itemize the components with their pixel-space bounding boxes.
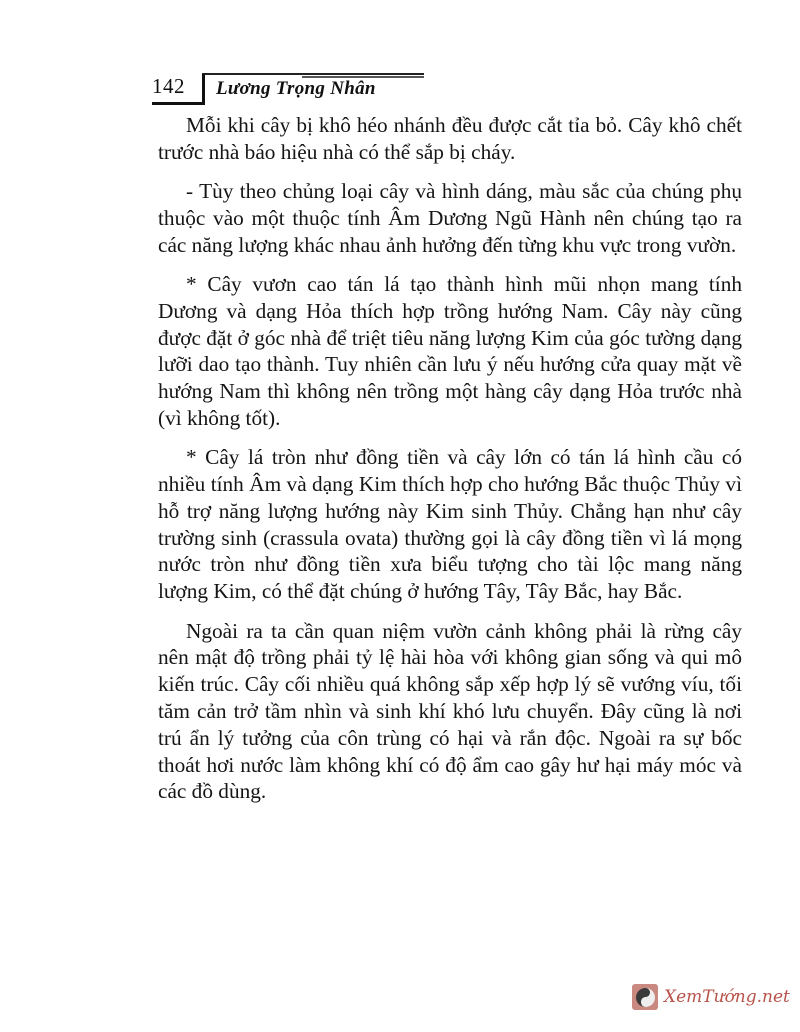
yin-yang-icon — [632, 984, 658, 1010]
page-number-underline — [152, 102, 202, 105]
watermark — [632, 980, 790, 1014]
paragraph: Mỗi khi cây bị khô héo nhánh đều được cắt tỉa bỏ. Cây khô chết trước nhà báo hiệu nhà có thể sắp bị cháy. — [158, 113, 742, 164]
page-header — [152, 64, 432, 108]
paragraph: Ngoài ra ta cần quan niệm vườn cảnh không phải là rừng cây nên mật độ trồng phải tỷ lệ hài hòa với không gian sống và qui mô kiến trúc. Cây cối nhiều quá không sắp xếp hợp lý sẽ vướng víu, tối tăm cản trở tầm nhìn và sinh khí khó lưu chuyển. Đây cũng là nơi trú ẩn lý tưởng của côn trùng có hại và rắn độc. Ngoài ra sự bốc thoát hơi nước làm không khí có độ ẩm cao gây hư hại máy móc và các đồ dùng. — [158, 618, 742, 804]
header-rule — [202, 73, 424, 75]
author-name: Lương Trọng Nhân — [216, 78, 376, 99]
body-text — [158, 112, 742, 818]
watermark-text: XemTướng.net — [664, 987, 790, 1007]
header-divider — [202, 74, 205, 105]
page-number: 142 — [152, 74, 185, 98]
paragraph: * Cây vươn cao tán lá tạo thành hình mũi nhọn mang tính Dương và dạng Hỏa thích hợp trồng hướng Nam. Cây này cũng được đặt ở góc nhà để triệt tiêu năng lượng Kim của góc tường dạng lưỡi dao tạo thành. Tuy nhiên cần lưu ý nếu hướng cửa quay mặt về hướng Nam thì không nên trồng một hàng cây dạng Hỏa trước nhà (vì không tốt). — [158, 271, 742, 430]
paragraph: * Cây lá tròn như đồng tiền và cây lớn có tán lá hình cầu có nhiều tính Âm và dạng Kim thích hợp cho hướng Bắc thuộc Thủy vì hỗ trợ năng lượng hướng này Kim sinh Thủy. Chẳng hạn như cây trường sinh (crassula ovata) thường gọi là cây đồng tiền vì lá mọng nước tròn như đồng tiền xưa biểu tượng cho tài lộc mang năng lượng Kim, có thể đặt chúng ở hướng Tây, Tây Bắc, hay Bắc. — [158, 445, 742, 604]
paragraph: - Tùy theo chủng loại cây và hình dáng, màu sắc của chúng phụ thuộc vào một thuộc tính Âm Dương Ngũ Hành nên chúng tạo ra các năng lượng khác nhau ảnh hưởng đến từng khu vực trong vườn. — [158, 179, 742, 257]
